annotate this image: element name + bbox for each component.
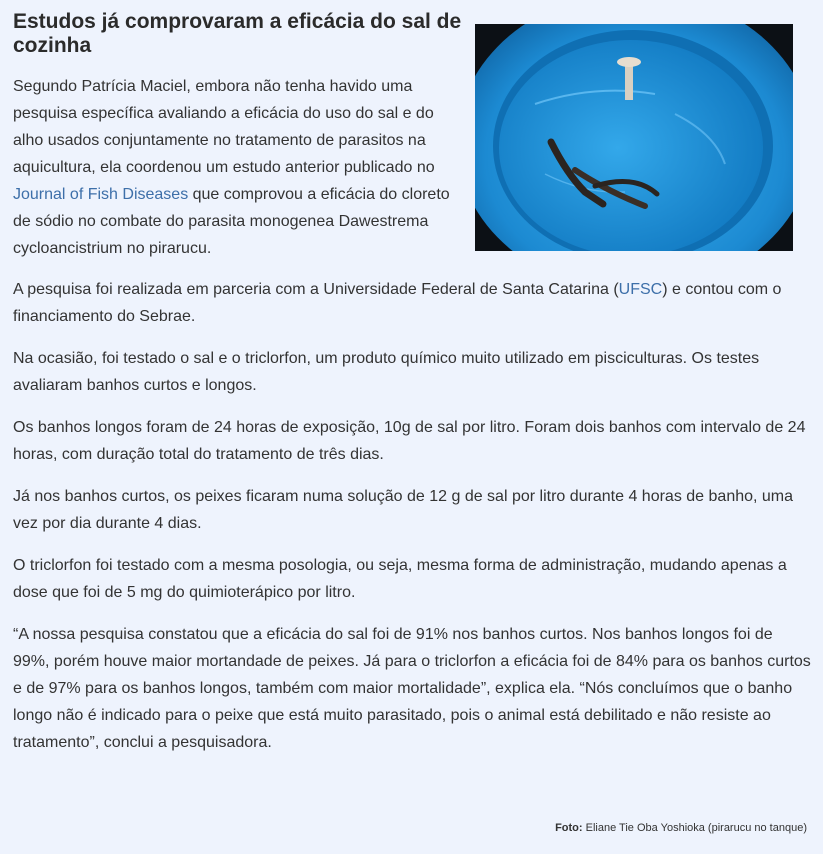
paragraph-long-baths: Os banhos longos foram de 24 horas de exposição, 10g de sal por litro. Foram dois banhos com intervalo de 24 horas, com duração total do tratamento de três dias. — [13, 419, 806, 463]
intro-text-start: Segundo Patrícia Maciel, embora não tenha havido uma pesquisa específica avaliando a eficácia do uso do sal e do alho usados conjuntamente no tratamento de parasitos na aquicultura, ela coordenou um estudo anterior publicado no — [13, 78, 435, 176]
paragraph-partnership — [13, 276, 813, 330]
intro-paragraph — [13, 73, 453, 262]
ufsc-link[interactable]: UFSC — [618, 281, 663, 298]
photo-credit — [555, 822, 807, 834]
article-title: Estudos já comprovaram a eficácia do sal de cozinha — [13, 10, 462, 57]
journal-link[interactable]: Journal of Fish Diseases — [13, 186, 189, 203]
tank-illustration — [475, 24, 793, 251]
partnership-text-end: ) e contou com o financiamento do Sebrae. — [13, 281, 782, 325]
partnership-text-start: A pesquisa foi realizada em parceria com a Universidade Federal de Santa Catarina ( — [13, 281, 619, 298]
paragraph-short-baths: Já nos banhos curtos, os peixes ficaram numa solução de 12 g de sal por litro durante 4 horas de banho, uma vez por dia durante 4 dias. — [13, 488, 794, 532]
intro-text-end: que comprovou a eficácia do cloreto de sódio no combate do parasita monogenea Dawestrema cycloancistrium no pirarucu. — [13, 186, 450, 257]
photo-credit-label: Foto: — [555, 822, 583, 834]
paragraph-quote: “A nossa pesquisa constatou que a eficácia do sal foi de 91% nos banhos curtos. Nos banhos longos foi de 99%, porém houve maior mortandade de peixes. Já para o triclorfon a eficácia foi de 84% para os banhos curtos e de 97% para os banhos longos, também com maior mortalidade”, explica ela. “Nós concluímos que o banho longo não é indicado para o peixe que está muito parasitado, pois o animal está debilitado e não resiste ao tratamento”, conclui a pesquisadora. — [13, 626, 811, 751]
photo-pirarucu-tank — [475, 24, 793, 251]
photo-credit-text: Eliane Tie Oba Yoshioka (pirarucu no tanque) — [582, 822, 807, 834]
paragraph-triclorfon: O triclorfon foi testado com a mesma posologia, ou seja, mesma forma de administração, mudando apenas a dose que foi de 5 mg do quimioterápico por litro. — [13, 557, 787, 601]
paragraph-tests: Na ocasião, foi testado o sal e o triclorfon, um produto químico muito utilizado em pisciculturas. Os testes avaliaram banhos curtos e longos. — [13, 350, 760, 394]
